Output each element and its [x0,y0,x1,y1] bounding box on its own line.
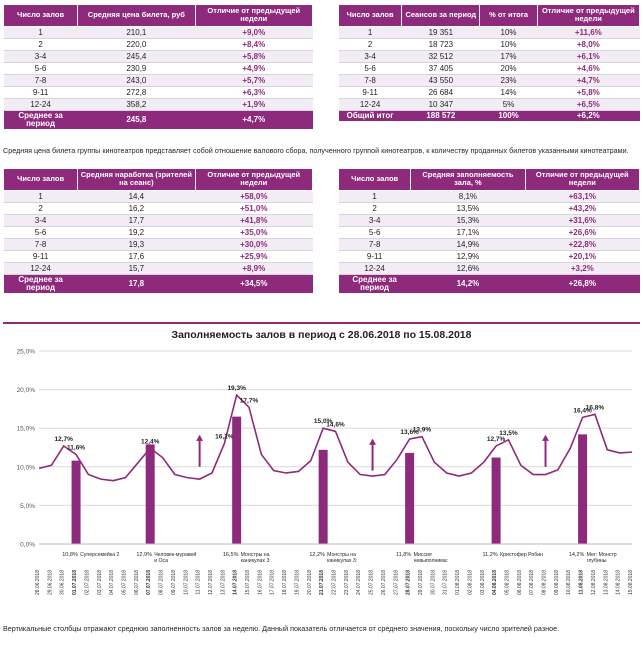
cell-delta: +63,1% [525,190,639,202]
x-axis-tick-label: 05.07.2018 [121,570,128,596]
chart-title: Заполняемость залов в период с 28.06.2018 по 15.08.2018 [171,329,472,341]
cell-value: 220,0 [78,38,195,50]
cell-delta: +8,4% [195,38,312,50]
table-row [4,214,313,226]
cell-value: 8,1% [411,190,525,202]
cell-halls: 9-11 [339,86,402,98]
cell-delta: +8,9% [195,262,312,274]
cell-value: 14,4 [78,190,195,202]
cell-halls: 5-6 [4,62,78,74]
table-row [4,98,313,110]
cell-halls: 5-6 [339,226,411,238]
cell-total-delta: +26,8% [525,274,639,293]
cell-share: 10% [480,26,537,38]
data-point-label: 17,7% [239,397,259,405]
bar-value-label: 14,2% [568,552,585,558]
table-row [4,74,313,86]
cell-total-delta: +6,2% [537,110,639,121]
cell-value: 13,5% [411,202,525,214]
note-ticket-price: Средняя цена билета группы кинотеатров представляет собой отношение валового сбора, полученного группой кинотеатров, к количеству проданных билетов указанными кинотеатрами. [3,146,629,155]
x-axis-tick-label: 09.08.2018 [553,570,560,596]
table-row [4,262,313,274]
cell-value: 17,7 [78,214,195,226]
cell-delta: +6,5% [537,98,639,110]
cell-total-label: Общий итог [339,110,402,121]
cell-delta: +11,6% [537,26,639,38]
cell-value: 12,9% [411,250,525,262]
x-axis-tick-label: 29.06.2018 [47,570,54,596]
cell-halls: 9-11 [4,86,78,98]
x-axis-tick-label: 22.07.2018 [331,570,338,596]
table-row [4,38,313,50]
col-header: Отличие от предыдущей недели [195,5,312,27]
col-header: Число залов [4,169,78,191]
x-axis-tick-label: 04.07.2018 [109,570,116,596]
cell-delta: +3,2% [525,262,639,274]
table-row [339,238,640,250]
x-axis-tick-label: 15.08.2018 [628,570,634,596]
col-header: Отличие от предыдущей недели [525,169,639,191]
table-average-attendance-per-session [3,168,313,293]
col-header: Число залов [4,5,78,27]
table-row [4,226,313,238]
bar-value-label: 11,8% [396,552,412,558]
cell-delta: +22,8% [525,238,639,250]
bar-film-label: Миссия [413,552,432,558]
x-axis-tick-label: 11.08.2018 [578,570,585,595]
cell-halls: 7-8 [339,238,411,250]
cell-halls: 1 [4,190,78,202]
bar-film-label: Монстры на [327,552,357,558]
cell-value: 32 512 [402,50,480,62]
cell-halls: 2 [4,202,78,214]
x-axis-tick-label: 05.08.2018 [504,570,511,596]
data-point-label: 12,7% [54,435,73,443]
bar-film-label: Человек-муравей [154,552,197,558]
x-axis-tick-label: 20.07.2018 [306,570,313,596]
x-axis-tick-label: 28.06.2018 [35,570,41,596]
cell-value: 10 347 [402,98,480,110]
data-point-label: 16,4% [573,407,592,415]
cell-value: 358,2 [78,98,195,110]
data-point-label: 19,3% [227,385,246,393]
cell-value: 15,3% [411,214,525,226]
cell-delta: +30,0% [195,238,312,250]
bar-value-label: 12,2% [309,552,325,558]
table-total-row [339,110,640,121]
cell-total-value: 245,8 [78,110,195,129]
cell-delta: +1,9% [195,98,312,110]
cell-delta: +9,0% [195,26,312,38]
cell-halls: 12-24 [4,98,78,110]
x-axis-tick-label: 13.08.2018 [603,570,610,596]
table-row [339,226,640,238]
table-row [4,190,313,202]
table-row [339,202,640,214]
x-axis-tick-label: 26.07.2018 [380,570,387,596]
bar-film-label: каникулах 3: [240,558,271,564]
cell-value: 272,8 [78,86,195,98]
x-axis-tick-label: 07.08.2018 [529,570,536,596]
x-axis-tick-label: 14.08.2018 [615,570,622,596]
x-axis-tick-label: 04.08.2018 [492,570,499,596]
bar-film-label: глубины [586,558,607,564]
data-point-label: 14,6% [326,421,345,429]
x-axis-tick-label: 30.07.2018 [430,570,437,596]
cell-halls: 7-8 [339,74,402,86]
table-header [4,169,313,191]
table-row [339,262,640,274]
x-axis-tick-label: 18.07.2018 [282,570,289,596]
table-total-row [4,110,313,129]
cell-delta: +58,0% [195,190,312,202]
data-point-label: 15,0% [313,418,333,426]
cell-halls: 9-11 [339,250,411,262]
data-point-label: 16,8% [585,404,605,412]
x-axis-tick-label: 12.08.2018 [590,570,597,596]
x-axis-tick-label: 15.07.2018 [245,570,251,596]
table-header [339,5,640,27]
x-axis-tick-label: 03.07.2018 [96,570,103,596]
table-average-ticket-price [3,4,313,129]
chart-plot-area [3,341,640,616]
x-axis-tick-label: 08.07.2018 [158,570,165,596]
trend-arrow-head-icon [196,435,203,441]
note-bars: Вертикальные столбцы отражают среднюю заполненность залов за неделю. Данный показатель отличается от среднего значения, поскольку число зрителей разное. [3,624,560,633]
cell-delta: +6,1% [537,50,639,62]
table-row [339,26,640,38]
x-axis-tick-label: 27.07.2018 [393,570,400,596]
x-axis-tick-label: 29.07.2018 [418,570,424,596]
chart-svg [3,341,640,616]
cell-halls: 12-24 [339,98,402,110]
bar-film-label: невыполнима: [413,558,449,564]
x-axis-tick-label: 21.07.2018 [319,570,326,596]
cell-delta: +35,0% [195,226,312,238]
x-axis-tick-label: 10.08.2018 [566,570,573,596]
x-axis-tick-label: 11.07.2018 [195,570,202,595]
x-axis-tick-label: 01.07.2018 [72,570,79,596]
table-row [339,214,640,226]
cell-value: 12,6% [411,262,525,274]
table-row [339,38,640,50]
table-header [4,5,313,27]
table-body [4,190,313,293]
table-row [4,62,313,74]
table-body [339,190,640,293]
chart-bar [405,453,414,544]
cell-value: 14,9% [411,238,525,250]
cell-halls: 3-4 [339,214,411,226]
table-row [4,26,313,38]
cell-halls: 2 [339,202,411,214]
x-axis-tick-label: 03.08.2018 [479,570,486,596]
data-point-label: 13,9% [412,426,432,434]
cell-value: 16,2 [78,202,195,214]
table-hall-occupancy [338,168,640,293]
bar-film-label: Монстры на [240,552,270,558]
cell-total-share: 100% [480,110,537,121]
cell-delta: +51,0% [195,202,312,214]
cell-value: 245,4 [78,50,195,62]
cell-value: 37 405 [402,62,480,74]
cell-delta: +5,8% [537,86,639,98]
x-axis-tick-label: 14.07.2018 [232,570,239,596]
cell-halls: 3-4 [4,50,78,62]
bar-value-label: 16,5% [222,552,239,558]
table-row [339,86,640,98]
data-point-label: 12,4% [140,438,160,446]
cell-delta: +20,1% [525,250,639,262]
table [338,4,640,121]
cell-delta: +41,8% [195,214,312,226]
bar-film-label: каникулах 3: [327,558,358,564]
chart-bar [146,444,155,544]
table-total-row [4,274,313,293]
x-axis-tick-label: 06.07.2018 [133,570,140,596]
x-axis-tick-label: 01.08.2018 [455,570,461,596]
table-row [4,50,313,62]
cell-total-label: Среднее за период [4,274,78,293]
bar-film-label: Мег: Монстр [586,552,617,558]
data-point-label: 16,2% [215,433,234,441]
cell-delta: +26,6% [525,226,639,238]
cell-halls: 1 [339,26,402,38]
x-axis-tick-label: 10.07.2018 [183,570,190,596]
data-point-label: 13,5% [499,429,518,437]
bar-film-label: Кристофер Робин [500,552,544,558]
cell-halls: 9-11 [4,250,78,262]
table-row [4,250,313,262]
cell-halls: 12-24 [339,262,411,274]
cell-total-delta: +34,5% [195,274,312,293]
y-axis-tick-label: 0,0% [20,541,35,549]
cell-share: 17% [480,50,537,62]
cell-delta: +4,9% [195,62,312,74]
cell-delta: +6,3% [195,86,312,98]
cell-value: 17,6 [78,250,195,262]
col-header: Сеансов за период [402,5,480,27]
table-total-row [339,274,640,293]
x-axis-tick-label: 13.07.2018 [220,570,227,596]
chart-bar [319,450,328,544]
cell-value: 210,1 [78,26,195,38]
x-axis-tick-label: 06.08.2018 [516,570,523,596]
cell-halls: 1 [4,26,78,38]
chart-bar [492,458,501,544]
cell-value: 17,1% [411,226,525,238]
bar-value-label: 10,8% [62,552,78,558]
x-axis-tick-label: 23.07.2018 [343,570,350,596]
cell-delta: +8,0% [537,38,639,50]
cell-share: 20% [480,62,537,74]
y-axis-tick-label: 20,0% [16,387,35,395]
chart-line-series [39,395,632,481]
y-axis-tick-label: 5,0% [20,502,35,510]
cell-value: 43 550 [402,74,480,86]
col-header: Число залов [339,169,411,191]
table-row [4,86,313,98]
bar-film-label: Суперсемейка 2 [80,552,120,558]
cell-halls: 12-24 [4,262,78,274]
cell-halls: 3-4 [4,214,78,226]
cell-total-label: Среднее за период [4,110,78,129]
x-axis-tick-label: 09.07.2018 [170,570,177,596]
cell-value: 26 684 [402,86,480,98]
col-header: Средняя наработка (зрителей на сеанс) [78,169,195,191]
cell-delta: +5,7% [195,74,312,86]
cell-total-value: 17,8 [78,274,195,293]
bar-film-label: и Оса [154,558,169,564]
table [3,4,313,129]
cell-share: 23% [480,74,537,86]
x-axis-tick-label: 24.07.2018 [356,570,363,596]
cell-halls: 7-8 [4,238,78,250]
col-header: % от итога [480,5,537,27]
chart-bar [72,461,81,544]
cell-value: 230,9 [78,62,195,74]
trend-arrow-head-icon [542,435,549,441]
cell-delta: +43,2% [525,202,639,214]
cell-halls: 2 [339,38,402,50]
x-axis-tick-label: 08.08.2018 [541,570,548,596]
x-axis-tick-label: 30.06.2018 [59,570,66,596]
table-row [339,50,640,62]
x-axis-tick-label: 02.08.2018 [467,570,474,596]
data-point-label: 11,6% [67,444,86,452]
cell-total-value: 14,2% [411,274,525,293]
cell-value: 18 723 [402,38,480,50]
occupancy-chart [3,322,640,622]
cell-delta: +31,6% [525,214,639,226]
bar-value-label: 12,9% [136,552,152,558]
table-body [4,26,313,129]
x-axis-tick-label: 07.07.2018 [146,570,153,596]
cell-share: 14% [480,86,537,98]
cell-value: 15,7 [78,262,195,274]
table-row [339,190,640,202]
col-header: Число залов [339,5,402,27]
col-header: Отличие от предыдущей недели [195,169,312,191]
table-body [339,26,640,121]
x-axis-tick-label: 02.07.2018 [84,570,91,596]
y-axis-tick-label: 25,0% [16,348,35,356]
col-header: Отличие от предыдущей недели [537,5,639,27]
cell-delta: +4,7% [537,74,639,86]
x-axis-tick-label: 16.07.2018 [257,570,264,596]
cell-halls: 2 [4,38,78,50]
cell-delta: +5,8% [195,50,312,62]
cell-value: 19,2 [78,226,195,238]
cell-share: 10% [480,38,537,50]
cell-value: 19,3 [78,238,195,250]
table [338,168,640,293]
y-axis-tick-label: 15,0% [16,425,35,433]
data-point-label: 12,7% [486,435,506,443]
bar-value-label: 11,2% [482,552,498,558]
x-axis-tick-label: 17.07.2018 [269,570,276,596]
cell-delta: +4,6% [537,62,639,74]
table-row [339,98,640,110]
x-axis-tick-label: 31.07.2018 [442,570,449,596]
x-axis-tick-label: 25.07.2018 [368,570,375,596]
cell-share: 5% [480,98,537,110]
table [3,168,313,293]
col-header: Средняя заполняемость зала, % [411,169,525,191]
y-axis-tick-label: 10,0% [16,464,35,472]
table-header [339,169,640,191]
cell-halls: 7-8 [4,74,78,86]
chart-bar [578,434,587,544]
trend-arrow-head-icon [369,439,376,445]
cell-halls: 1 [339,190,411,202]
cell-total-value: 188 572 [402,110,480,121]
table-row [339,74,640,86]
col-header: Средняя цена билета, руб [78,5,195,27]
table-row [339,62,640,74]
cell-halls: 5-6 [4,226,78,238]
table-row [339,250,640,262]
cell-delta: +25,9% [195,250,312,262]
cell-value: 243,0 [78,74,195,86]
x-axis-tick-label: 12.07.2018 [208,570,214,596]
table-row [4,202,313,214]
cell-halls: 3-4 [339,50,402,62]
table-sessions [338,4,640,121]
x-axis-tick-label: 28.07.2018 [405,570,412,596]
cell-total-label: Среднее за период [339,274,411,293]
cell-total-delta: +4,7% [195,110,312,129]
cell-value: 19 351 [402,26,480,38]
data-point-label: 13,6% [400,429,419,437]
cell-halls: 5-6 [339,62,402,74]
x-axis-tick-label: 19.07.2018 [294,570,301,596]
table-row [4,238,313,250]
